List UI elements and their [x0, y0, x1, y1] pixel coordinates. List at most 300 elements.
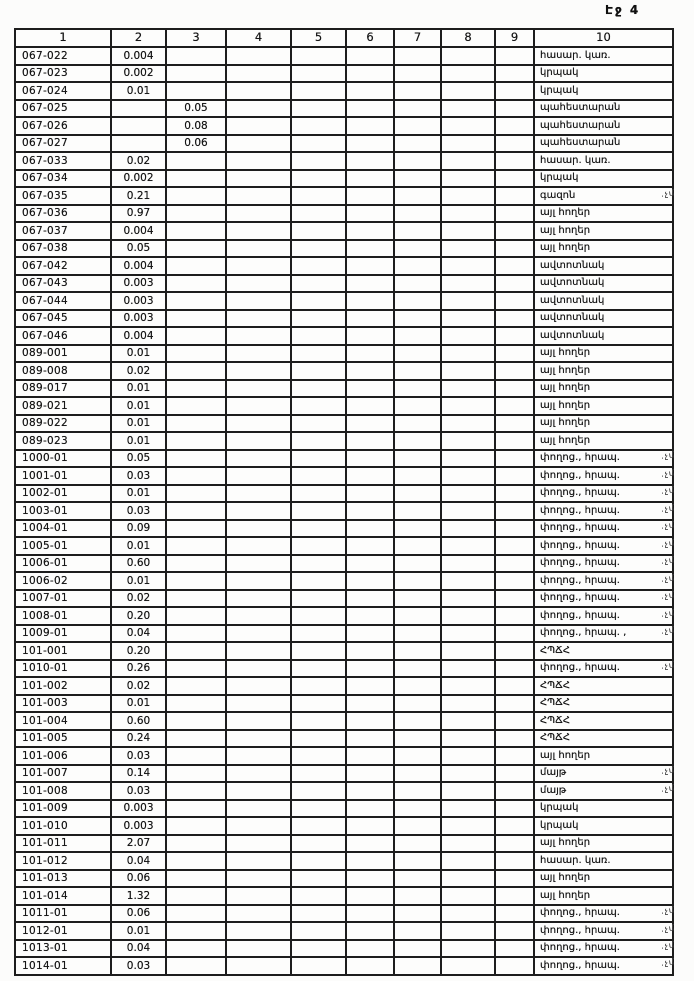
parcel-code-cell: 101-009	[15, 800, 111, 818]
area-value-cell: 0.06	[111, 870, 166, 888]
parcel-code-cell: 067-026	[15, 117, 111, 135]
empty-cell	[441, 520, 495, 538]
empty-cell	[226, 65, 291, 83]
empty-cell	[441, 800, 495, 818]
parcel-code-cell: 101-014	[15, 887, 111, 905]
parcel-code-cell: 1007-01	[15, 590, 111, 608]
parcel-code-cell: 1000-01	[15, 450, 111, 468]
area-value-cell	[166, 817, 226, 835]
empty-cell	[291, 257, 346, 275]
empty-cell	[495, 957, 534, 975]
empty-cell	[441, 940, 495, 958]
table-row	[15, 362, 673, 380]
empty-cell	[441, 712, 495, 730]
empty-cell	[495, 695, 534, 713]
empty-cell	[291, 467, 346, 485]
empty-cell	[346, 117, 394, 135]
area-value-cell	[166, 187, 226, 205]
empty-cell	[291, 485, 346, 503]
empty-cell	[495, 607, 534, 625]
table-row	[15, 292, 673, 310]
empty-cell	[346, 537, 394, 555]
empty-cell	[226, 485, 291, 503]
empty-cell	[346, 432, 394, 450]
empty-cell	[495, 485, 534, 503]
column-header: 8	[441, 29, 495, 47]
area-value-cell: 0.03	[111, 957, 166, 975]
empty-cell	[394, 362, 441, 380]
area-value-cell	[166, 170, 226, 188]
empty-cell	[394, 940, 441, 958]
empty-cell	[394, 415, 441, 433]
area-value-cell: 0.60	[111, 712, 166, 730]
empty-cell	[394, 135, 441, 153]
empty-cell	[226, 800, 291, 818]
area-value-cell	[166, 362, 226, 380]
area-value-cell: 0.01	[111, 432, 166, 450]
empty-cell	[441, 362, 495, 380]
empty-cell	[291, 345, 346, 363]
area-value-cell	[166, 47, 226, 65]
empty-cell	[441, 222, 495, 240]
area-value-cell: 0.02	[111, 677, 166, 695]
empty-cell	[394, 222, 441, 240]
table-row	[15, 730, 673, 748]
empty-cell	[394, 292, 441, 310]
empty-cell	[441, 747, 495, 765]
table-row	[15, 642, 673, 660]
parcel-code-cell: 101-011	[15, 835, 111, 853]
area-value-cell	[166, 502, 226, 520]
area-value-cell: 0.02	[111, 590, 166, 608]
empty-cell	[226, 257, 291, 275]
land-use-cell: փողոց., հրապ.	[534, 485, 673, 503]
empty-cell	[495, 240, 534, 258]
margin-annotation: .չմ	[660, 922, 676, 934]
empty-cell	[346, 625, 394, 643]
parcel-code-cell: 089-023	[15, 432, 111, 450]
empty-cell	[226, 467, 291, 485]
margin-annotation: .չմ	[660, 607, 676, 619]
area-value-cell	[166, 572, 226, 590]
column-header: 9	[495, 29, 534, 47]
empty-cell	[495, 712, 534, 730]
land-use-cell: կրպակ	[534, 817, 673, 835]
empty-cell	[394, 555, 441, 573]
empty-cell	[441, 432, 495, 450]
margin-annotation: .չմ	[660, 905, 676, 916]
area-value-cell	[166, 677, 226, 695]
empty-cell	[441, 345, 495, 363]
empty-cell	[291, 187, 346, 205]
empty-cell	[394, 677, 441, 695]
area-value-cell	[166, 257, 226, 275]
empty-cell	[495, 852, 534, 870]
empty-cell	[495, 747, 534, 765]
parcel-code-cell: 067-024	[15, 82, 111, 100]
empty-cell	[346, 345, 394, 363]
column-header: 5	[291, 29, 346, 47]
empty-cell	[226, 625, 291, 643]
empty-cell	[346, 782, 394, 800]
parcel-code-cell: 101-013	[15, 870, 111, 888]
land-use-cell: այլ հողեր	[534, 362, 673, 380]
empty-cell	[346, 835, 394, 853]
area-value-cell: 0.01	[111, 485, 166, 503]
empty-cell	[291, 362, 346, 380]
empty-cell	[291, 922, 346, 940]
land-use-cell: փողոց., հրապ.	[534, 520, 673, 538]
table-row	[15, 695, 673, 713]
area-value-cell	[166, 695, 226, 713]
empty-cell	[226, 240, 291, 258]
margin-annotation: .չմ	[660, 765, 676, 776]
empty-cell	[495, 327, 534, 345]
empty-cell	[495, 502, 534, 520]
area-value-cell: 0.14	[111, 765, 166, 783]
parcel-code-cell: 067-046	[15, 327, 111, 345]
area-value-cell	[111, 135, 166, 153]
empty-cell	[495, 730, 534, 748]
empty-cell	[441, 957, 495, 975]
empty-cell	[291, 835, 346, 853]
land-use-cell: փողոց., հրապ.	[534, 467, 673, 485]
empty-cell	[346, 887, 394, 905]
empty-cell	[346, 957, 394, 975]
parcel-code-cell: 1011-01	[15, 905, 111, 923]
area-value-cell: 0.06	[166, 135, 226, 153]
empty-cell	[291, 152, 346, 170]
area-value-cell: 0.20	[111, 642, 166, 660]
parcel-code-cell: 1004-01	[15, 520, 111, 538]
area-value-cell	[166, 660, 226, 678]
area-value-cell	[166, 467, 226, 485]
table-body	[15, 47, 673, 975]
area-value-cell	[166, 940, 226, 958]
area-value-cell	[166, 345, 226, 363]
empty-cell	[226, 852, 291, 870]
parcel-code-cell: 101-006	[15, 747, 111, 765]
land-use-cell: ավտոտնակ	[534, 292, 673, 310]
empty-cell	[394, 730, 441, 748]
empty-cell	[291, 590, 346, 608]
empty-cell	[226, 642, 291, 660]
land-use-cell: պահեստարան	[534, 100, 673, 118]
empty-cell	[346, 380, 394, 398]
table-row	[15, 887, 673, 905]
empty-cell	[394, 432, 441, 450]
table-row	[15, 922, 673, 940]
empty-cell	[441, 695, 495, 713]
empty-cell	[346, 607, 394, 625]
parcel-code-cell: 101-002	[15, 677, 111, 695]
area-value-cell	[166, 765, 226, 783]
area-value-cell	[166, 852, 226, 870]
empty-cell	[226, 222, 291, 240]
area-value-cell: 0.03	[111, 502, 166, 520]
margin-annotation: .չմ	[660, 782, 676, 794]
table-row	[15, 345, 673, 363]
empty-cell	[291, 65, 346, 83]
empty-cell	[226, 835, 291, 853]
area-value-cell	[166, 65, 226, 83]
empty-cell	[291, 520, 346, 538]
table-row	[15, 450, 673, 468]
empty-cell	[291, 695, 346, 713]
empty-cell	[291, 555, 346, 573]
empty-cell	[291, 642, 346, 660]
empty-cell	[226, 677, 291, 695]
empty-cell	[394, 800, 441, 818]
margin-annotation: .չմ	[660, 503, 676, 514]
empty-cell	[346, 170, 394, 188]
area-value-cell: 0.01	[111, 380, 166, 398]
column-header: 6	[346, 29, 394, 47]
area-value-cell: 0.01	[111, 572, 166, 590]
area-value-cell: 0.08	[166, 117, 226, 135]
empty-cell	[394, 695, 441, 713]
empty-cell	[495, 82, 534, 100]
area-value-cell: 0.003	[111, 275, 166, 293]
empty-cell	[346, 467, 394, 485]
empty-cell	[226, 905, 291, 923]
empty-cell	[394, 590, 441, 608]
empty-cell	[226, 100, 291, 118]
land-use-cell: մայթ	[534, 782, 673, 800]
area-value-cell: 0.03	[111, 782, 166, 800]
land-use-cell: հասար. կառ.	[534, 852, 673, 870]
empty-cell	[394, 782, 441, 800]
empty-cell	[291, 240, 346, 258]
table-row	[15, 257, 673, 275]
empty-cell	[495, 642, 534, 660]
empty-cell	[346, 275, 394, 293]
data-table	[14, 28, 674, 976]
empty-cell	[394, 310, 441, 328]
empty-cell	[291, 135, 346, 153]
land-use-cell: փողոց., հրապ.	[534, 555, 673, 573]
empty-cell	[346, 747, 394, 765]
table-row	[15, 170, 673, 188]
land-use-cell: փողոց., հրապ.	[534, 502, 673, 520]
empty-cell	[226, 362, 291, 380]
empty-cell	[226, 275, 291, 293]
area-value-cell	[166, 747, 226, 765]
empty-cell	[346, 485, 394, 503]
area-value-cell: 0.02	[111, 362, 166, 380]
empty-cell	[346, 450, 394, 468]
area-value-cell: 0.003	[111, 817, 166, 835]
area-value-cell	[166, 957, 226, 975]
table-row	[15, 905, 673, 923]
land-use-cell: փողոց., հրապ.	[534, 590, 673, 608]
empty-cell	[441, 852, 495, 870]
parcel-code-cell: 1002-01	[15, 485, 111, 503]
land-use-cell: այլ հողեր	[534, 432, 673, 450]
area-value-cell	[166, 625, 226, 643]
parcel-code-cell: 067-044	[15, 292, 111, 310]
parcel-code-cell: 1006-01	[15, 555, 111, 573]
area-value-cell: 0.97	[111, 205, 166, 223]
column-header: 2	[111, 29, 166, 47]
empty-cell	[441, 135, 495, 153]
margin-annotation: .չմ	[660, 660, 676, 671]
empty-cell	[495, 677, 534, 695]
empty-cell	[291, 957, 346, 975]
area-value-cell: 0.04	[111, 625, 166, 643]
empty-cell	[441, 170, 495, 188]
empty-cell	[441, 870, 495, 888]
empty-cell	[394, 817, 441, 835]
land-use-cell: ավտոտնակ	[534, 310, 673, 328]
empty-cell	[346, 730, 394, 748]
empty-cell	[441, 380, 495, 398]
empty-cell	[394, 642, 441, 660]
parcel-code-cell: 089-022	[15, 415, 111, 433]
margin-annotation: .չմ	[660, 188, 676, 199]
empty-cell	[495, 362, 534, 380]
empty-cell	[291, 940, 346, 958]
empty-cell	[394, 205, 441, 223]
empty-cell	[394, 502, 441, 520]
empty-cell	[226, 747, 291, 765]
empty-cell	[226, 415, 291, 433]
empty-cell	[394, 117, 441, 135]
land-use-cell: հասար. կառ.	[534, 47, 673, 65]
area-value-cell: 0.03	[111, 747, 166, 765]
area-value-cell	[166, 642, 226, 660]
table-row	[15, 520, 673, 538]
empty-cell	[394, 852, 441, 870]
empty-cell	[495, 170, 534, 188]
parcel-code-cell: 067-037	[15, 222, 111, 240]
table-row	[15, 380, 673, 398]
land-use-cell: ՀՊՃՀ	[534, 730, 673, 748]
land-use-cell: կրպակ	[534, 65, 673, 83]
area-value-cell	[166, 607, 226, 625]
parcel-code-cell: 1009-01	[15, 625, 111, 643]
area-value-cell	[166, 782, 226, 800]
land-use-cell: ավտոտնակ	[534, 275, 673, 293]
land-use-cell: ՀՊՃՀ	[534, 642, 673, 660]
empty-cell	[495, 205, 534, 223]
empty-cell	[441, 905, 495, 923]
land-use-cell: այլ հողեր	[534, 240, 673, 258]
land-use-cell: այլ հողեր	[534, 222, 673, 240]
empty-cell	[226, 572, 291, 590]
parcel-code-cell: 101-007	[15, 765, 111, 783]
area-value-cell	[166, 82, 226, 100]
empty-cell	[291, 572, 346, 590]
empty-cell	[226, 152, 291, 170]
land-use-cell: կրպակ	[534, 170, 673, 188]
empty-cell	[441, 450, 495, 468]
header-row	[15, 29, 673, 47]
area-value-cell: 0.04	[111, 852, 166, 870]
area-value-cell	[166, 485, 226, 503]
land-use-cell: հասար. կառ.	[534, 152, 673, 170]
empty-cell	[441, 502, 495, 520]
parcel-code-cell: 101-012	[15, 852, 111, 870]
area-value-cell	[166, 905, 226, 923]
empty-cell	[226, 345, 291, 363]
land-use-cell: այլ հողեր	[534, 870, 673, 888]
empty-cell	[291, 380, 346, 398]
area-value-cell: 0.01	[111, 345, 166, 363]
parcel-code-cell: 1003-01	[15, 502, 111, 520]
margin-annotation: .չմ	[660, 940, 676, 951]
parcel-code-cell: 101-005	[15, 730, 111, 748]
empty-cell	[394, 765, 441, 783]
table-row	[15, 607, 673, 625]
empty-cell	[346, 327, 394, 345]
empty-cell	[441, 835, 495, 853]
parcel-code-cell: 067-022	[15, 47, 111, 65]
area-value-cell: 0.004	[111, 257, 166, 275]
column-header: 3	[166, 29, 226, 47]
empty-cell	[291, 905, 346, 923]
area-value-cell: 0.004	[111, 47, 166, 65]
empty-cell	[441, 65, 495, 83]
parcel-code-cell: 089-021	[15, 397, 111, 415]
parcel-code-cell: 067-027	[15, 135, 111, 153]
table-row	[15, 397, 673, 415]
empty-cell	[291, 660, 346, 678]
land-use-cell: փողոց., հրապ.	[534, 450, 673, 468]
area-value-cell	[166, 590, 226, 608]
empty-cell	[394, 345, 441, 363]
empty-cell	[346, 135, 394, 153]
empty-cell	[346, 660, 394, 678]
empty-cell	[291, 747, 346, 765]
empty-cell	[226, 590, 291, 608]
empty-cell	[495, 345, 534, 363]
land-use-cell: այլ հողեր	[534, 747, 673, 765]
empty-cell	[495, 47, 534, 65]
empty-cell	[394, 712, 441, 730]
empty-cell	[394, 485, 441, 503]
table-row	[15, 432, 673, 450]
empty-cell	[495, 292, 534, 310]
empty-cell	[495, 467, 534, 485]
parcel-code-cell: 1014-01	[15, 957, 111, 975]
area-value-cell: 0.002	[111, 170, 166, 188]
column-header: 4	[226, 29, 291, 47]
empty-cell	[291, 677, 346, 695]
area-value-cell: 0.26	[111, 660, 166, 678]
empty-cell	[394, 922, 441, 940]
empty-cell	[226, 537, 291, 555]
empty-cell	[441, 187, 495, 205]
empty-cell	[226, 730, 291, 748]
margin-annotation: .չմ	[660, 520, 676, 531]
empty-cell	[346, 187, 394, 205]
empty-cell	[441, 397, 495, 415]
empty-cell	[495, 922, 534, 940]
empty-cell	[441, 660, 495, 678]
empty-cell	[226, 782, 291, 800]
empty-cell	[346, 572, 394, 590]
land-use-cell: կրպակ	[534, 82, 673, 100]
table-row	[15, 555, 673, 573]
empty-cell	[441, 257, 495, 275]
empty-cell	[495, 257, 534, 275]
empty-cell	[346, 817, 394, 835]
empty-cell	[394, 572, 441, 590]
parcel-code-cell: 089-001	[15, 345, 111, 363]
empty-cell	[394, 467, 441, 485]
empty-cell	[226, 432, 291, 450]
